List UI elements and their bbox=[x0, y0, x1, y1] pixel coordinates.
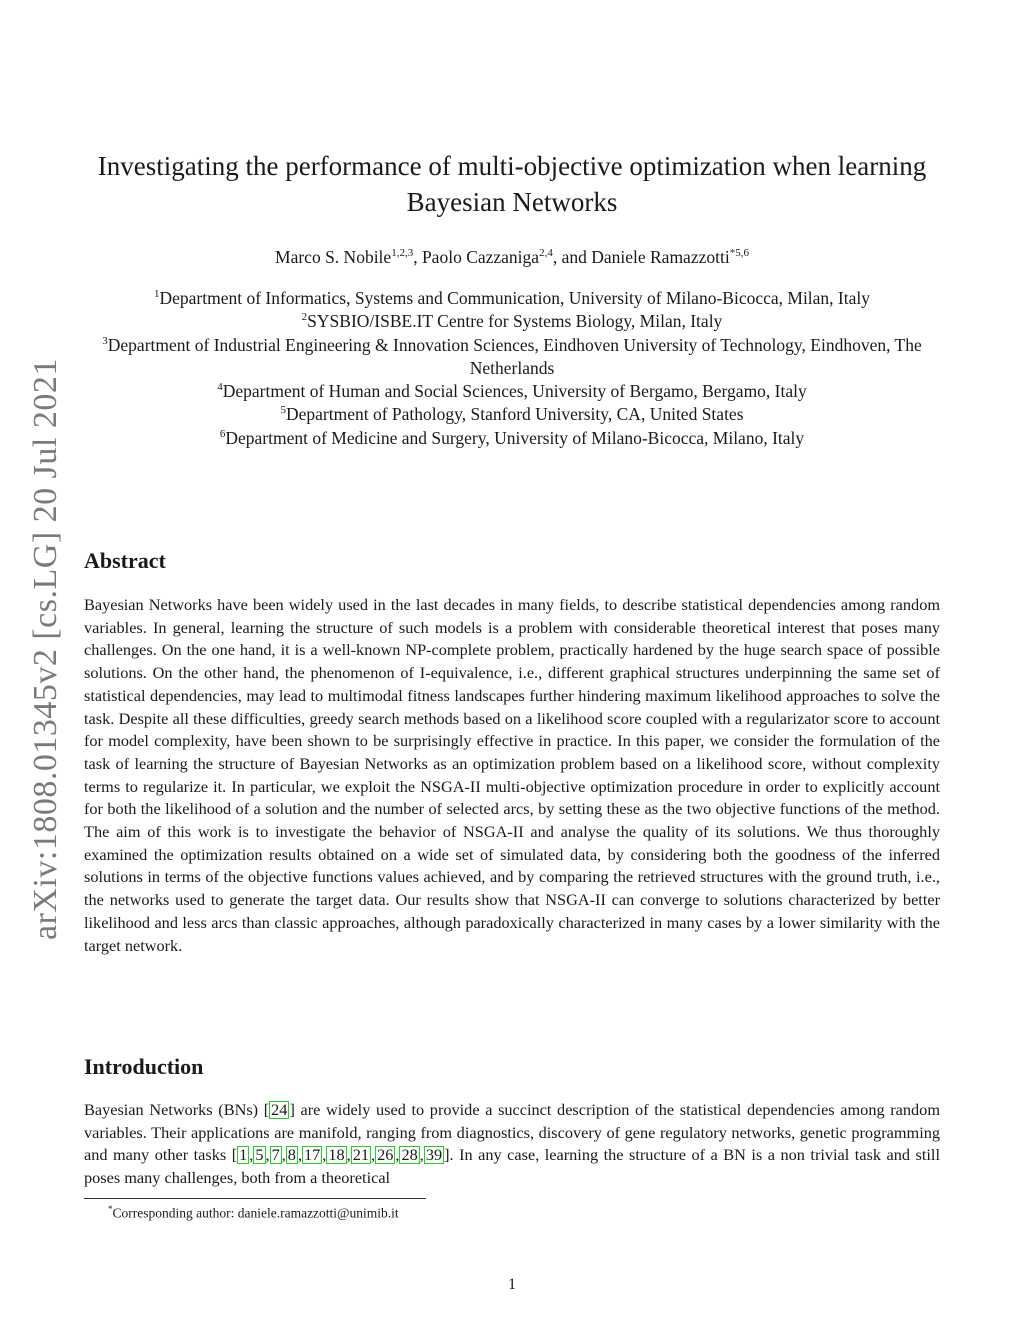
author-affil-sup: 1,2,3 bbox=[391, 247, 414, 260]
affiliation bbox=[84, 334, 940, 381]
citation-link[interactable]: 24 bbox=[271, 1100, 288, 1119]
footnote-rule bbox=[84, 1198, 426, 1199]
affiliation bbox=[84, 427, 940, 450]
affiliation-sup: 4 bbox=[217, 381, 223, 394]
author-name: Paolo Cazzaniga bbox=[421, 247, 540, 267]
intro-text-segment: are widely used to provide a succinct description of the statistical dependencies among random variables. Their applications are manifold, ranging from diagnostics, discovery of gene regulatory networks, genetic programming and many other tasks bbox=[84, 1100, 940, 1165]
affiliation-sup: 5 bbox=[280, 404, 286, 417]
author-name: Daniele Ramazzotti bbox=[591, 247, 730, 267]
introduction-text: Bayesian Networks (BNs) [ 24 ] are widely used to provide a succinct description of the statistical dependencies among random variables. Their applications are manifold, ranging from diagnostics, discovery of gene regulatory networks, genetic programming and many other tasks [ 1 , 5 , 7 , 8 , 17 , 18 , 21 , 26 , 28 , 39 ]. In any case, learning the structure of a BN is a non trivial task and still poses many challenges, both from a theoretical bbox=[84, 1100, 940, 1188]
affiliation bbox=[84, 403, 940, 426]
affiliation-text: Department of Informatics, Systems and Communication, University of Milano-Bicocca, Milan, Italy bbox=[159, 288, 871, 308]
affiliation bbox=[84, 310, 940, 333]
citation-bracket: ] bbox=[289, 1100, 295, 1119]
author-separator: , and bbox=[552, 247, 592, 267]
abstract-text: Bayesian Networks have been widely used in the last decades in many fields, to describe statistical dependencies among random variables. In general, learning the structure of such models is a problem with considerable theoretical interest that poses many challenges. On the one hand, it is a well-known NP-complete problem, practically hardened by the huge search space of possible solutions. On the other hand, the phenomenon of I-equivalence, i.e., different graphical structures underpinning the same set of statistical dependencies, may lead to multimodal fitness landscapes further hindering maximum likelihood approaches to solve the task. Despite all these difficulties, greedy search methods based on a likelihood score coupled with a regularizator score to account for model complexity, have been shown to be surprisingly effective in practice. In this paper, we consider the formulation of the task of learning the structure of Bayesian Networks as an optimization problem based on a likelihood score, without complexity terms to regularize it. In particular, we exploit the NSGA-II multi-objective optimization procedure in order to explicitly account for both the likelihood of a solution and the number of selected arcs, by setting these as the two objective functions of the method. The aim of this work is to investigate the behavior of NSGA-II and analyse the quality of its solutions. We thus thoroughly examined the optimization results obtained on a wide set of simulated data, by considering both the goodness of the inferred solutions in terms of the objective functions values achieved, and by comparing the retrieved structures with the ground truth, i.e., the networks used to generate the target data. Our results show that NSGA-II can converge to solutions characterized by better likelihood and less arcs than classic approaches, although paradoxically characterized in many cases by a lower similarity with the target network. bbox=[84, 595, 940, 955]
affiliation-sup: 2 bbox=[301, 311, 308, 324]
citation-link[interactable]: 1 bbox=[239, 1145, 248, 1165]
citation-link[interactable]: 39 bbox=[425, 1145, 443, 1165]
citation-bracket: [ bbox=[231, 1145, 238, 1165]
affiliation-text: Department of Human and Social Sciences, University of Bergamo, Bergamo, Italy bbox=[222, 381, 807, 402]
citation-link[interactable]: 21 bbox=[352, 1145, 370, 1165]
citation-link[interactable]: 8 bbox=[287, 1145, 296, 1165]
affiliation bbox=[84, 380, 940, 403]
citation-link[interactable]: 7 bbox=[271, 1145, 280, 1165]
affiliation-text: Department of Pathology, Stanford University, CA, United States bbox=[285, 404, 744, 425]
citation-link[interactable]: 17 bbox=[304, 1145, 321, 1165]
author-name: Marco S. Nobile bbox=[275, 247, 392, 267]
affiliation-sup: 3 bbox=[102, 334, 108, 347]
author-affil-sup: 2,4 bbox=[539, 247, 553, 260]
citation-bracket: ] bbox=[444, 1145, 450, 1165]
introduction-heading: Introduction bbox=[84, 1054, 204, 1079]
affiliation-list bbox=[84, 287, 940, 450]
author-list bbox=[84, 244, 940, 270]
arxiv-side-stamp: arXiv:1808.01345v2 [cs.LG] 20 Jul 2021 bbox=[27, 358, 64, 940]
affiliation-sup: 6 bbox=[219, 427, 226, 440]
footnote-marker: * bbox=[108, 1204, 113, 1214]
citation-link[interactable]: 28 bbox=[401, 1145, 418, 1165]
page-number: 1 bbox=[508, 1276, 516, 1293]
citation-bracket: [ bbox=[263, 1100, 270, 1119]
citation-link[interactable]: 5 bbox=[255, 1145, 264, 1165]
paper-title: Investigating the performance of multi-objective optimization when learning Bayesian Networks bbox=[97, 151, 927, 217]
footnote bbox=[108, 1204, 399, 1222]
citation-link[interactable]: 26 bbox=[377, 1145, 394, 1165]
abstract-heading: Abstract bbox=[84, 548, 166, 573]
footnote-text: Corresponding author: daniele.ramazzotti@unimib.it bbox=[112, 1205, 399, 1221]
author-affil-sup: *5,6 bbox=[729, 247, 749, 260]
affiliation-sup: 1 bbox=[153, 288, 160, 301]
intro-text-segment: . In any case, learning the structure of a BN is a non trivial task and still poses many challenges, both from a theoretical bbox=[84, 1145, 940, 1188]
affiliation-text: Department of Medicine and Surgery, University of Milano-Bicocca, Milano, Italy bbox=[225, 427, 805, 448]
affiliation-text: SYSBIO/ISBE.IT Centre for Systems Biology, Milan, Italy bbox=[307, 311, 723, 332]
citation-link[interactable]: 18 bbox=[328, 1145, 345, 1165]
intro-text-segment: Bayesian Networks (BNs) bbox=[84, 1100, 264, 1119]
affiliation bbox=[84, 287, 940, 310]
author-separator: , bbox=[413, 247, 422, 267]
affiliation-text: Department of Industrial Engineering & Innovation Sciences, Eindhoven University of Technology, Eindhoven, The Netherlands bbox=[107, 334, 922, 378]
